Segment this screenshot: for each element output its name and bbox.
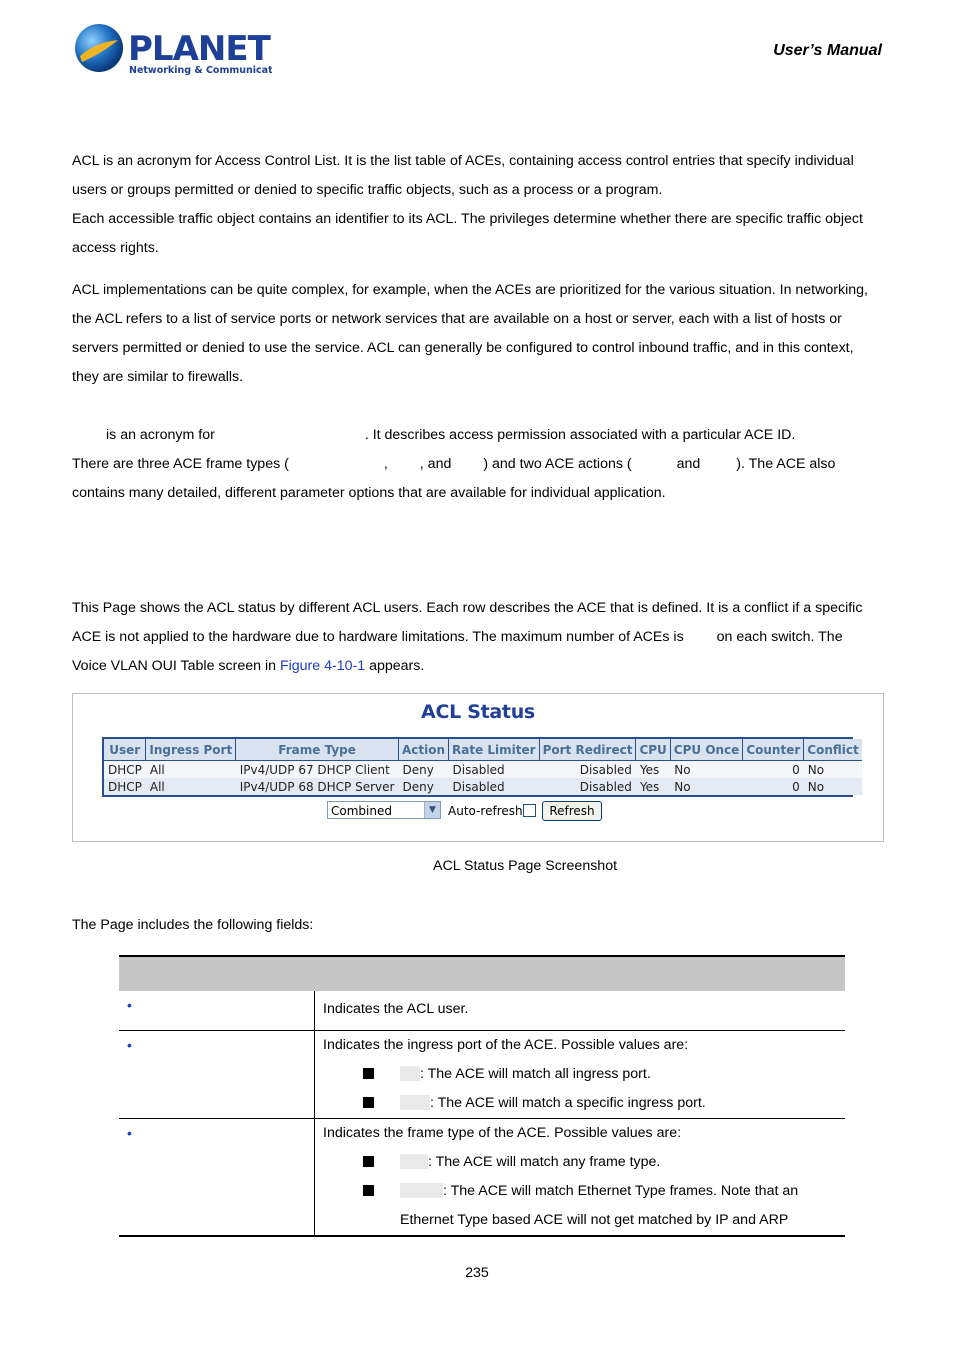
column-header: Rate Limiter xyxy=(449,739,540,761)
column-header: Frame Type xyxy=(236,739,399,761)
description-text: Ethernet Type based ACE will not get matched by IP and ARP xyxy=(400,1211,789,1228)
object-column-header xyxy=(119,956,315,991)
text-line: Each accessible traffic object contains an identifier to its ACL. The privileges determine whether there are specific traffic object xyxy=(72,211,863,227)
fields-table xyxy=(119,955,845,1237)
column-header: Port Redirect xyxy=(539,739,636,761)
intro-paragraph-2 xyxy=(72,276,884,392)
table-cell: Disabled xyxy=(449,761,540,779)
column-header: Ingress Port xyxy=(146,739,236,761)
table-cell: No xyxy=(670,761,743,779)
table-cell: All xyxy=(146,761,236,779)
option-name-blank xyxy=(400,1183,443,1198)
column-header: CPU Once xyxy=(670,739,743,761)
column-header: User xyxy=(104,739,146,761)
column-header: Counter xyxy=(743,739,804,761)
table-header-row xyxy=(119,956,845,991)
table-cell: No xyxy=(670,778,743,795)
acl-status-screenshot xyxy=(72,693,884,842)
table-cell: IPv4/UDP 68 DHCP Server xyxy=(236,778,399,795)
table-cell: Disabled xyxy=(449,778,540,795)
description-cell xyxy=(315,1118,846,1236)
square-bullet-icon xyxy=(363,1185,374,1196)
table-header-row xyxy=(104,739,862,761)
table-cell: No xyxy=(804,778,862,795)
svg-text:PLANET: PLANET xyxy=(128,29,270,69)
text-line: This Page shows the ACL status by different ACL users. Each row describes the ACE that is defined. It is a conflict if a specific xyxy=(72,600,863,616)
option-item: : The ACE will match any frame type. xyxy=(323,1148,845,1177)
user-select[interactable] xyxy=(327,801,441,819)
option-name-blank xyxy=(400,1095,430,1110)
table-cell: IPv4/UDP 67 DHCP Client xyxy=(236,761,399,779)
table-cell: Deny xyxy=(398,778,448,795)
page-number: 235 xyxy=(465,1265,489,1281)
text-line: ACL is an acronym for Access Control List. It is the list table of ACEs, containing access control entries that specify individual xyxy=(72,153,854,169)
text-line: they are similar to firewalls. xyxy=(72,369,244,385)
text-line: the ACL refers to a list of service ports or network services that are available on a host or server, each with a list of hosts or xyxy=(72,311,842,327)
table-cell: No xyxy=(804,761,862,779)
acl-status-table xyxy=(102,737,859,797)
table-cell: Yes xyxy=(636,778,670,795)
table-cell: Disabled xyxy=(539,761,636,779)
description-text: Indicates the frame type of the ACE. Possible values are: xyxy=(323,1124,682,1141)
table-cell: Deny xyxy=(398,761,448,779)
text-line: ACE is not applied to the hardware due to hardware limitations. The maximum number of ACEs is on each switch. The xyxy=(72,629,843,645)
user-select-value: Combined xyxy=(331,804,392,818)
text-line: access rights. xyxy=(72,240,159,256)
figure-caption: ACL Status Page Screenshot xyxy=(433,858,618,874)
svg-text:Networking & Communication: Networking & Communicat xyxy=(129,65,272,76)
description-cell xyxy=(315,991,846,1030)
text-line: contains many detailed, different parameter options that are available for individual application. xyxy=(72,485,666,501)
intro-paragraph-1 xyxy=(72,147,884,263)
description-text: Indicates the ACL user. xyxy=(323,1001,469,1017)
option-name-blank xyxy=(400,1154,428,1169)
square-bullet-icon xyxy=(363,1097,374,1108)
manual-title: User’s Manual xyxy=(773,42,882,59)
column-header: Conflict xyxy=(804,739,862,761)
table-cell: Disabled xyxy=(539,778,636,795)
figure-link[interactable]: Figure 4-10-1 xyxy=(279,658,366,674)
column-header: CPU xyxy=(636,739,670,761)
table-row xyxy=(104,761,862,779)
text-line: is an acronym for . It describes access permission associated with a particular ACE ID. xyxy=(106,427,796,443)
table-row xyxy=(119,1030,845,1118)
square-bullet-icon xyxy=(363,1068,374,1079)
object-cell xyxy=(119,991,315,1030)
auto-refresh-checkbox[interactable] xyxy=(523,804,536,817)
table-cell: 0 xyxy=(743,761,804,779)
option-item: : The ACE will match Ethernet Type frames. Note that an xyxy=(323,1177,845,1206)
table-row xyxy=(119,1118,845,1236)
ace-paragraph xyxy=(72,421,884,508)
description-text: Indicates the ingress port of the ACE. Possible values are: xyxy=(323,1036,689,1053)
text-line: servers permitted or denied to use the service. ACL can generally be configured to control inbound traffic, and in this context, xyxy=(72,340,854,356)
table-row xyxy=(119,991,845,1030)
table-cell: 0 xyxy=(743,778,804,795)
planet-logo xyxy=(72,22,272,78)
table-row xyxy=(104,778,862,795)
option-item: : The ACE will match a specific ingress port. xyxy=(323,1089,845,1118)
table-cell: All xyxy=(146,778,236,795)
option-item: : The ACE will match all ingress port. xyxy=(323,1060,845,1089)
status-paragraph xyxy=(72,594,884,681)
text-line: users or groups permitted or denied to specific traffic objects, such as a process or a program. xyxy=(72,182,663,198)
bullet-icon: • xyxy=(127,1036,132,1053)
table-cell: Yes xyxy=(636,761,670,779)
auto-refresh-label: Auto-refresh xyxy=(448,804,523,818)
bullet-icon: • xyxy=(127,997,132,1013)
option-name-blank xyxy=(400,1066,420,1081)
object-cell xyxy=(119,1118,315,1236)
text-line: ACL implementations can be quite complex, for example, when the ACEs are prioritized for the various situation. In networking, xyxy=(72,282,868,298)
description-column-header xyxy=(315,956,846,991)
object-cell xyxy=(119,1030,315,1118)
fields-intro: The Page includes the following fields: xyxy=(72,917,314,933)
chevron-down-icon[interactable]: ▼ xyxy=(424,802,440,818)
column-header: Action xyxy=(398,739,448,761)
table-cell: DHCP xyxy=(104,761,146,779)
text-line: Voice VLAN OUI Table screen in Figure 4-10-1 appears. xyxy=(72,658,425,674)
refresh-button[interactable]: Refresh xyxy=(542,801,602,821)
acl-status-title: ACL Status xyxy=(421,701,535,723)
square-bullet-icon xyxy=(363,1156,374,1167)
bullet-icon: • xyxy=(127,1124,132,1141)
text-line: There are three ACE frame types ( , , and ) and two ACE actions ( and ). The ACE also xyxy=(72,456,836,472)
description-cell xyxy=(315,1030,846,1118)
table-cell: DHCP xyxy=(104,778,146,795)
